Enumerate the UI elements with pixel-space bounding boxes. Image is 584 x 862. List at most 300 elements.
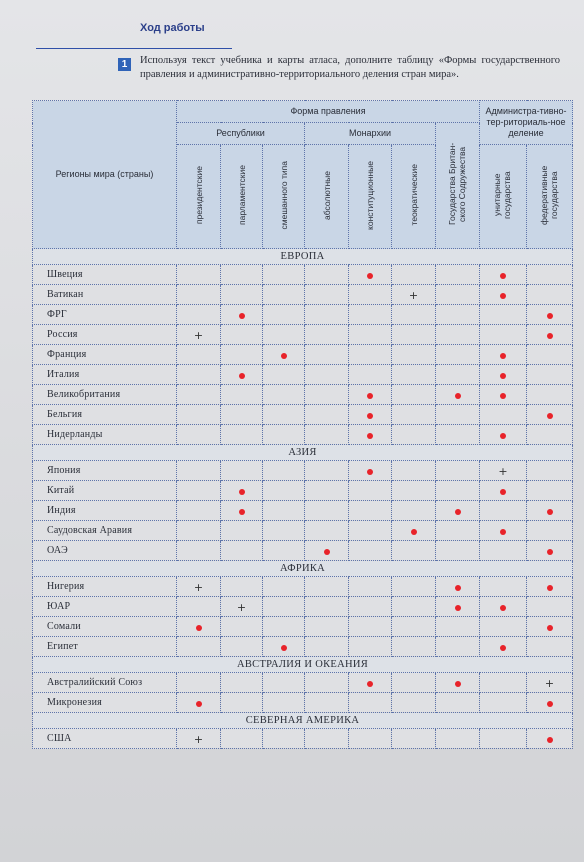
- answer-cell[interactable]: [177, 325, 221, 345]
- answer-cell[interactable]: [221, 597, 263, 617]
- answer-cell[interactable]: [221, 385, 263, 405]
- answer-cell[interactable]: [392, 597, 436, 617]
- table-row: [33, 521, 573, 541]
- answer-cell[interactable]: [480, 365, 527, 385]
- table-row: [33, 425, 573, 445]
- answer-cell[interactable]: [349, 481, 392, 501]
- answer-cell[interactable]: [349, 345, 392, 365]
- table-row: [33, 617, 573, 637]
- red-dot-mark: [367, 681, 373, 687]
- answer-cell[interactable]: [480, 461, 527, 481]
- answer-cell[interactable]: [392, 285, 436, 305]
- answer-cell[interactable]: [263, 405, 305, 425]
- country-name: Франция: [33, 345, 177, 365]
- answer-cell[interactable]: [221, 425, 263, 445]
- answer-cell[interactable]: [480, 325, 527, 345]
- red-dot-mark: [367, 469, 373, 475]
- answer-cell[interactable]: [221, 365, 263, 385]
- red-dot-mark: [500, 489, 506, 495]
- answer-cell[interactable]: [177, 597, 221, 617]
- answer-cell[interactable]: [392, 461, 436, 481]
- answer-cell[interactable]: [263, 501, 305, 521]
- red-dot-mark: [367, 433, 373, 439]
- answer-cell[interactable]: [436, 305, 480, 325]
- answer-cell[interactable]: [392, 541, 436, 561]
- red-dot-mark: [547, 585, 553, 591]
- table-row: [33, 597, 573, 617]
- answer-cell[interactable]: [392, 365, 436, 385]
- answer-cell[interactable]: [305, 365, 349, 385]
- answer-cell[interactable]: [177, 285, 221, 305]
- answer-cell[interactable]: [305, 345, 349, 365]
- answer-cell[interactable]: [527, 305, 573, 325]
- table-row: [33, 577, 573, 597]
- answer-cell[interactable]: [263, 673, 305, 693]
- answer-cell[interactable]: [305, 305, 349, 325]
- table-body: [33, 249, 573, 749]
- table-row: [33, 365, 573, 385]
- answer-cell[interactable]: [177, 265, 221, 285]
- section-heading: Ход работы: [140, 22, 205, 34]
- col-absolute: абсолютные: [321, 170, 332, 220]
- answer-cell[interactable]: [263, 541, 305, 561]
- table-row: [33, 481, 573, 501]
- answer-cell[interactable]: [480, 541, 527, 561]
- answer-cell[interactable]: [436, 541, 480, 561]
- answer-cell[interactable]: [527, 345, 573, 365]
- answer-cell[interactable]: [392, 617, 436, 637]
- red-dot-mark: [500, 645, 506, 651]
- answer-cell[interactable]: [480, 501, 527, 521]
- answer-cell[interactable]: [480, 729, 527, 749]
- answer-cell[interactable]: [221, 285, 263, 305]
- answer-cell[interactable]: [305, 597, 349, 617]
- heading-rule: [36, 48, 232, 49]
- red-dot-mark: [547, 701, 553, 707]
- answer-cell[interactable]: [349, 637, 392, 657]
- answer-cell[interactable]: [221, 541, 263, 561]
- red-dot-mark: [455, 585, 461, 591]
- table-row: [33, 729, 573, 749]
- col-parliamentary: парламентские: [236, 165, 247, 225]
- answer-cell[interactable]: [305, 461, 349, 481]
- government-form-header: Форма правления: [177, 101, 480, 123]
- answer-cell[interactable]: [305, 385, 349, 405]
- answer-cell[interactable]: [480, 597, 527, 617]
- answer-cell[interactable]: [349, 305, 392, 325]
- section-row: [33, 249, 573, 265]
- answer-cell[interactable]: [392, 345, 436, 365]
- col-unitary: унитарные государства: [492, 171, 513, 219]
- answer-cell[interactable]: [221, 729, 263, 749]
- answer-cell[interactable]: [305, 577, 349, 597]
- table-row: [33, 693, 573, 713]
- answer-cell[interactable]: [527, 365, 573, 385]
- answer-cell[interactable]: [221, 265, 263, 285]
- plus-mark: +: [193, 328, 204, 342]
- red-dot-mark: [196, 625, 202, 631]
- answer-cell[interactable]: [263, 729, 305, 749]
- answer-cell[interactable]: [480, 285, 527, 305]
- plus-mark: +: [236, 600, 247, 614]
- country-name: Индия: [33, 501, 177, 521]
- red-dot-mark: [455, 393, 461, 399]
- answer-cell[interactable]: [480, 385, 527, 405]
- answer-cell[interactable]: [527, 325, 573, 345]
- answer-cell[interactable]: [436, 617, 480, 637]
- answer-cell[interactable]: [392, 673, 436, 693]
- red-dot-mark: [455, 605, 461, 611]
- red-dot-mark: [500, 393, 506, 399]
- answer-cell[interactable]: [392, 425, 436, 445]
- answer-cell[interactable]: [480, 265, 527, 285]
- answer-cell[interactable]: [436, 597, 480, 617]
- answer-cell[interactable]: [177, 617, 221, 637]
- answer-cell[interactable]: [177, 481, 221, 501]
- country-name: Бельгия: [33, 405, 177, 425]
- answer-cell[interactable]: [177, 345, 221, 365]
- red-dot-mark: [547, 625, 553, 631]
- answer-cell[interactable]: [436, 481, 480, 501]
- table-row: [33, 345, 573, 365]
- answer-cell[interactable]: [221, 617, 263, 637]
- answer-cell[interactable]: [436, 325, 480, 345]
- answer-cell[interactable]: [305, 285, 349, 305]
- answer-cell[interactable]: [480, 305, 527, 325]
- answer-cell[interactable]: [480, 481, 527, 501]
- answer-cell[interactable]: [263, 365, 305, 385]
- answer-cell[interactable]: [221, 673, 263, 693]
- answer-cell[interactable]: [480, 617, 527, 637]
- answer-cell[interactable]: [263, 325, 305, 345]
- answer-cell[interactable]: [263, 461, 305, 481]
- country-name: Египет: [33, 637, 177, 657]
- answer-cell[interactable]: [436, 521, 480, 541]
- country-name: Ватикан: [33, 285, 177, 305]
- col-mixed: смешанного типа: [278, 160, 289, 230]
- answer-cell[interactable]: [392, 385, 436, 405]
- col-presidential: президентские: [193, 165, 204, 225]
- answer-cell[interactable]: [392, 481, 436, 501]
- answer-cell[interactable]: [480, 673, 527, 693]
- table-row: [33, 405, 573, 425]
- answer-cell[interactable]: [527, 729, 573, 749]
- table-row: [33, 673, 573, 693]
- country-name: Австралийский Союз: [33, 673, 177, 693]
- answer-cell[interactable]: [305, 541, 349, 561]
- answer-cell[interactable]: [221, 405, 263, 425]
- answer-cell[interactable]: [436, 673, 480, 693]
- red-dot-mark: [281, 645, 287, 651]
- answer-cell[interactable]: [349, 285, 392, 305]
- section-title: ЕВРОПА: [33, 249, 573, 265]
- answer-cell[interactable]: [480, 521, 527, 541]
- answer-cell[interactable]: [177, 365, 221, 385]
- answer-cell[interactable]: [177, 385, 221, 405]
- plus-mark: +: [193, 732, 204, 746]
- answer-cell[interactable]: [263, 305, 305, 325]
- answer-cell[interactable]: [305, 693, 349, 713]
- red-dot-mark: [367, 273, 373, 279]
- answer-cell[interactable]: [349, 425, 392, 445]
- answer-cell[interactable]: [349, 461, 392, 481]
- answer-cell[interactable]: [436, 285, 480, 305]
- answer-cell[interactable]: [305, 425, 349, 445]
- answer-cell[interactable]: [263, 597, 305, 617]
- answer-cell[interactable]: [221, 637, 263, 657]
- answer-cell[interactable]: [221, 693, 263, 713]
- country-name: Китай: [33, 481, 177, 501]
- answer-cell[interactable]: [480, 405, 527, 425]
- answer-cell[interactable]: [527, 597, 573, 617]
- answer-cell[interactable]: [305, 729, 349, 749]
- answer-cell[interactable]: [263, 265, 305, 285]
- answer-cell[interactable]: [305, 637, 349, 657]
- answer-cell[interactable]: [221, 577, 263, 597]
- plus-mark: +: [193, 580, 204, 594]
- answer-cell[interactable]: [392, 729, 436, 749]
- answer-cell[interactable]: [221, 521, 263, 541]
- answer-cell[interactable]: [436, 501, 480, 521]
- answer-cell[interactable]: [177, 461, 221, 481]
- red-dot-mark: [547, 509, 553, 515]
- section-row: [33, 657, 573, 673]
- country-name: Нигерия: [33, 577, 177, 597]
- answer-cell[interactable]: [392, 325, 436, 345]
- answer-cell[interactable]: [527, 521, 573, 541]
- answer-cell[interactable]: [349, 521, 392, 541]
- answer-cell[interactable]: [263, 521, 305, 541]
- red-dot-mark: [547, 333, 553, 339]
- answer-cell[interactable]: [177, 305, 221, 325]
- answer-cell[interactable]: [263, 617, 305, 637]
- table-row: [33, 637, 573, 657]
- answer-cell[interactable]: [527, 577, 573, 597]
- answer-cell[interactable]: [392, 405, 436, 425]
- task-text: Используя текст учебника и карты атласа, дополните таблицу «Формы государственного правления и административно-территориального деления стран мира».: [140, 55, 560, 80]
- answer-cell[interactable]: [177, 577, 221, 597]
- answer-cell[interactable]: [349, 385, 392, 405]
- answer-cell[interactable]: [305, 521, 349, 541]
- red-dot-mark: [455, 681, 461, 687]
- answer-cell[interactable]: [177, 521, 221, 541]
- answer-cell[interactable]: [305, 481, 349, 501]
- answer-cell[interactable]: [527, 501, 573, 521]
- col-theocratic: теократические: [408, 164, 419, 226]
- answer-cell[interactable]: [392, 637, 436, 657]
- answer-cell[interactable]: [392, 265, 436, 285]
- red-dot-mark: [500, 353, 506, 359]
- answer-cell[interactable]: [349, 597, 392, 617]
- answer-cell[interactable]: [263, 385, 305, 405]
- section-title: АВСТРАЛИЯ И ОКЕАНИЯ: [33, 657, 573, 673]
- plus-mark: +: [544, 676, 555, 690]
- answer-cell[interactable]: [436, 693, 480, 713]
- answer-cell[interactable]: [527, 285, 573, 305]
- answer-cell[interactable]: [177, 425, 221, 445]
- country-name: Италия: [33, 365, 177, 385]
- government-forms-table: [32, 100, 573, 749]
- answer-cell[interactable]: [263, 345, 305, 365]
- table-row: [33, 385, 573, 405]
- answer-cell[interactable]: [177, 729, 221, 749]
- red-dot-mark: [547, 737, 553, 743]
- monarchies-header: Монархии: [305, 123, 436, 145]
- answer-cell[interactable]: [221, 501, 263, 521]
- col-federal: федеративные государства: [538, 165, 559, 225]
- answer-cell[interactable]: [392, 693, 436, 713]
- answer-cell[interactable]: [436, 345, 480, 365]
- answer-cell[interactable]: [392, 521, 436, 541]
- answer-cell[interactable]: [436, 461, 480, 481]
- answer-cell[interactable]: [480, 693, 527, 713]
- table-row: [33, 325, 573, 345]
- answer-cell[interactable]: [349, 265, 392, 285]
- answer-cell[interactable]: [349, 673, 392, 693]
- region-column-header: Регионы мира (страны): [33, 101, 177, 249]
- answer-cell[interactable]: [349, 693, 392, 713]
- answer-cell[interactable]: [263, 637, 305, 657]
- red-dot-mark: [500, 605, 506, 611]
- section-row: [33, 445, 573, 461]
- table-row: [33, 265, 573, 285]
- admin-division-header: Администра-тивно-тер-риториаль-ное деление: [480, 101, 573, 145]
- answer-cell[interactable]: [436, 425, 480, 445]
- answer-cell[interactable]: [527, 693, 573, 713]
- country-name: Швеция: [33, 265, 177, 285]
- answer-cell[interactable]: [349, 729, 392, 749]
- answer-cell[interactable]: [263, 693, 305, 713]
- red-dot-mark: [367, 413, 373, 419]
- section-title: СЕВЕРНАЯ АМЕРИКА: [33, 713, 573, 729]
- answer-cell[interactable]: [392, 577, 436, 597]
- answer-cell[interactable]: [527, 541, 573, 561]
- red-dot-mark: [547, 413, 553, 419]
- answer-cell[interactable]: [221, 345, 263, 365]
- red-dot-mark: [281, 353, 287, 359]
- red-dot-mark: [500, 529, 506, 535]
- answer-cell[interactable]: [527, 385, 573, 405]
- answer-cell[interactable]: [221, 305, 263, 325]
- answer-cell[interactable]: [527, 617, 573, 637]
- answer-cell[interactable]: [349, 501, 392, 521]
- red-dot-mark: [547, 549, 553, 555]
- answer-cell[interactable]: [349, 617, 392, 637]
- answer-cell[interactable]: [527, 265, 573, 285]
- answer-cell[interactable]: [392, 305, 436, 325]
- country-name: США: [33, 729, 177, 749]
- answer-cell[interactable]: [263, 285, 305, 305]
- red-dot-mark: [367, 393, 373, 399]
- red-dot-mark: [411, 529, 417, 535]
- answer-cell[interactable]: [263, 481, 305, 501]
- country-name: Япония: [33, 461, 177, 481]
- answer-cell[interactable]: [305, 325, 349, 345]
- answer-cell[interactable]: [527, 405, 573, 425]
- country-name: ФРГ: [33, 305, 177, 325]
- answer-cell[interactable]: [480, 637, 527, 657]
- answer-cell[interactable]: [349, 325, 392, 345]
- red-dot-mark: [239, 489, 245, 495]
- answer-cell[interactable]: [221, 325, 263, 345]
- answer-cell[interactable]: [349, 405, 392, 425]
- answer-cell[interactable]: [480, 577, 527, 597]
- answer-cell[interactable]: [527, 673, 573, 693]
- answer-cell[interactable]: [263, 425, 305, 445]
- answer-cell[interactable]: [436, 729, 480, 749]
- section-title: АФРИКА: [33, 561, 573, 577]
- table-row: [33, 501, 573, 521]
- answer-cell[interactable]: [436, 405, 480, 425]
- answer-cell[interactable]: [305, 405, 349, 425]
- plus-mark: +: [498, 464, 508, 478]
- answer-cell[interactable]: [349, 541, 392, 561]
- red-dot-mark: [239, 373, 245, 379]
- country-name: Нидерланды: [33, 425, 177, 445]
- task-number-badge: 1: [118, 58, 131, 71]
- answer-cell[interactable]: [305, 265, 349, 285]
- answer-cell[interactable]: [349, 365, 392, 385]
- red-dot-mark: [500, 273, 506, 279]
- section-row: [33, 713, 573, 729]
- republics-header: Республики: [177, 123, 305, 145]
- answer-cell[interactable]: [392, 501, 436, 521]
- country-name: Саудовская Аравия: [33, 521, 177, 541]
- answer-cell[interactable]: [349, 577, 392, 597]
- red-dot-mark: [196, 701, 202, 707]
- answer-cell[interactable]: [436, 385, 480, 405]
- answer-cell[interactable]: [436, 265, 480, 285]
- answer-cell[interactable]: [527, 637, 573, 657]
- red-dot-mark: [500, 433, 506, 439]
- answer-cell[interactable]: [305, 501, 349, 521]
- red-dot-mark: [500, 373, 506, 379]
- commonwealth-label: Государства Британ-ского Содружества: [446, 142, 467, 226]
- table-row: [33, 461, 573, 481]
- country-name: Микронезия: [33, 693, 177, 713]
- answer-cell[interactable]: [527, 425, 573, 445]
- answer-cell[interactable]: [177, 405, 221, 425]
- red-dot-mark: [547, 313, 553, 319]
- answer-cell[interactable]: [480, 345, 527, 365]
- table-row: [33, 285, 573, 305]
- col-constitutional: конституционные: [365, 160, 375, 230]
- answer-cell[interactable]: [177, 541, 221, 561]
- answer-cell[interactable]: [263, 577, 305, 597]
- country-name: Великобритания: [33, 385, 177, 405]
- red-dot-mark: [239, 509, 245, 515]
- plus-mark: +: [408, 288, 419, 302]
- answer-cell[interactable]: [221, 481, 263, 501]
- answer-cell[interactable]: [480, 425, 527, 445]
- answer-cell[interactable]: [177, 673, 221, 693]
- answer-cell[interactable]: [436, 365, 480, 385]
- answer-cell[interactable]: [436, 637, 480, 657]
- table-row: [33, 541, 573, 561]
- commonwealth-header: [436, 123, 480, 249]
- answer-cell[interactable]: [177, 501, 221, 521]
- answer-cell[interactable]: [527, 461, 573, 481]
- answer-cell[interactable]: [305, 673, 349, 693]
- answer-cell[interactable]: [436, 577, 480, 597]
- answer-cell[interactable]: [221, 461, 263, 481]
- answer-cell[interactable]: [527, 481, 573, 501]
- answer-cell[interactable]: [305, 617, 349, 637]
- red-dot-mark: [324, 549, 330, 555]
- answer-cell[interactable]: [177, 637, 221, 657]
- section-row: [33, 561, 573, 577]
- answer-cell[interactable]: [177, 693, 221, 713]
